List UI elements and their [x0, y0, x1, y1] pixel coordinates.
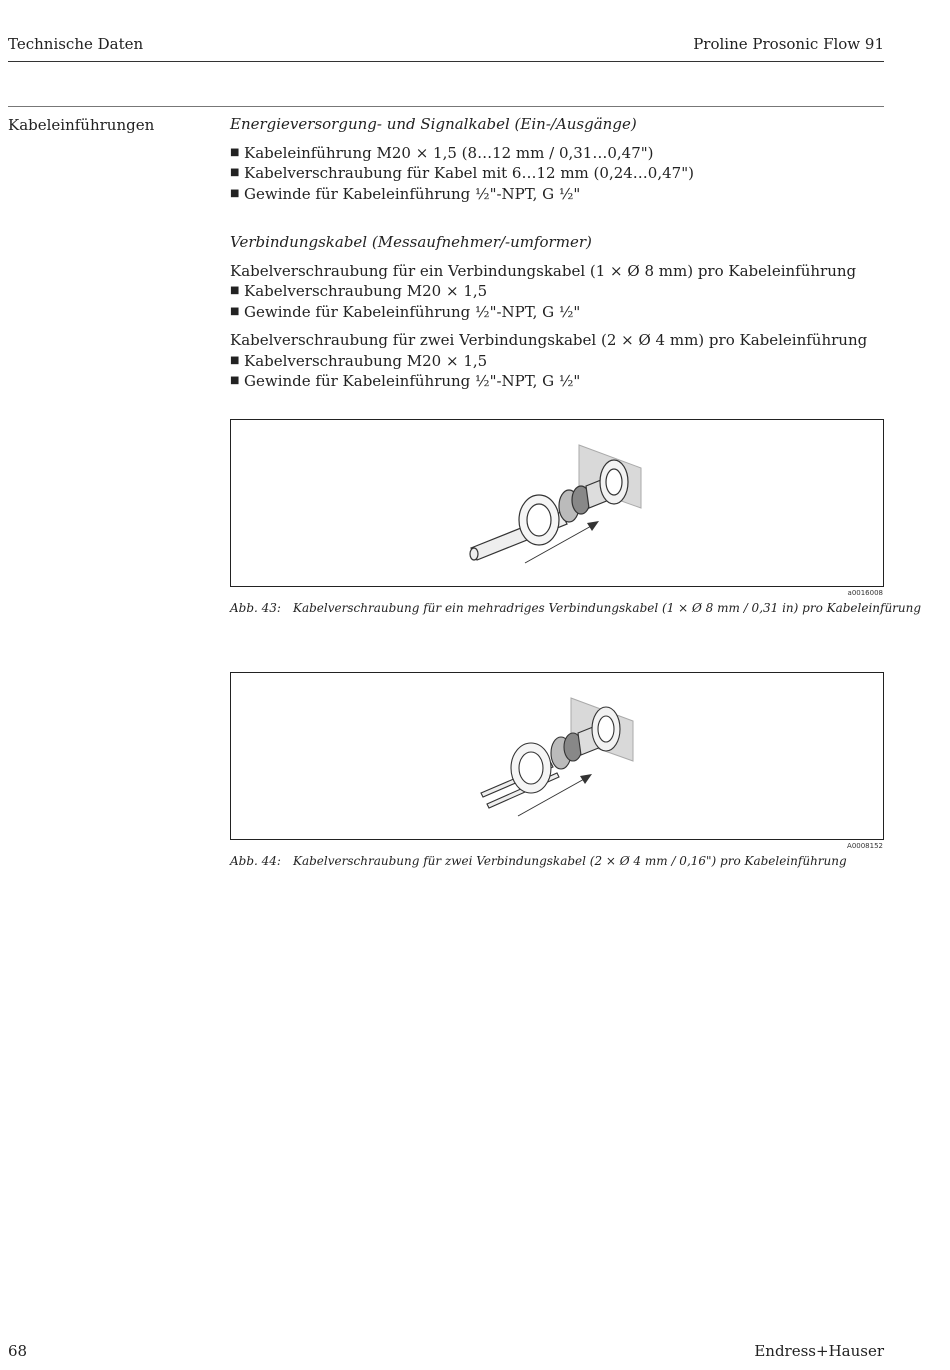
figure-caption-text: Kabelverschraubung für ein mehradriges Verbindungskabel (1 × Ø 8 mm / 0,31 in) pro Kabeleinfürung — [293, 601, 922, 615]
running-header-right: Proline Prosonic Flow 91 — [693, 35, 884, 53]
figure-43-caption — [230, 601, 921, 615]
page-number: 68 — [8, 1342, 28, 1360]
list-item: ■ Gewinde für Kabeleinführung ½"-NPT, G ½" — [230, 184, 884, 205]
section-rule — [8, 106, 884, 107]
list-item: ■ Kabelverschraubung M20 × 1,5 — [230, 281, 884, 302]
paragraph-single-cable: Kabelverschraubung für ein Verbindungskabel (1 × Ø 8 mm) pro Kabeleinführung — [230, 261, 857, 280]
running-header-left: Technische Daten — [8, 35, 144, 53]
list-item: ■ Kabelverschraubung M20 × 1,5 — [230, 351, 884, 372]
list-item: ■ Kabelverschraubung für Kabel mit 6…12 mm (0,24…0,47") — [230, 163, 884, 184]
subheading-power-cable: Energieversorgung- und Signalkabel (Ein-/Ausgänge) — [230, 115, 637, 133]
cable-gland-single-illustration — [231, 420, 883, 586]
figure-id: A0008152 — [847, 842, 883, 850]
list-item: ■ Kabeleinführung M20 × 1,5 (8…12 mm / 0,31…0,47") — [230, 143, 884, 164]
figure-caption-text: Kabelverschraubung für zwei Verbindungskabel (2 × Ø 4 mm / 0,16") pro Kabeleinführung — [293, 854, 847, 868]
section-content — [230, 114, 884, 392]
brand-name: Endress+Hauser — [754, 1342, 884, 1360]
paragraph-two-cables: Kabelverschraubung für zwei Verbindungskabel (2 × Ø 4 mm) pro Kabeleinführung — [230, 331, 868, 349]
figure-number: Abb. 44: — [230, 854, 281, 868]
two-cable-list — [230, 351, 884, 392]
subheading-connection-cable: Verbindungskabel (Messaufnehmer/-umformer) — [230, 233, 592, 251]
single-cable-list — [230, 281, 884, 322]
list-item: ■ Gewinde für Kabeleinführung ½"-NPT, G ½" — [230, 302, 884, 323]
section-label: Kabeleinführungen — [8, 116, 155, 134]
figure-43 — [230, 419, 884, 597]
header-rule — [8, 61, 884, 62]
cable-gland-double-illustration — [231, 673, 883, 839]
figure-id: a0016008 — [847, 589, 883, 597]
figure-44-caption — [230, 854, 847, 868]
power-cable-list — [230, 143, 884, 205]
list-item: ■ Gewinde für Kabeleinführung ½"-NPT, G ½" — [230, 371, 884, 392]
figure-number: Abb. 43: — [230, 601, 281, 615]
figure-44 — [230, 672, 884, 850]
